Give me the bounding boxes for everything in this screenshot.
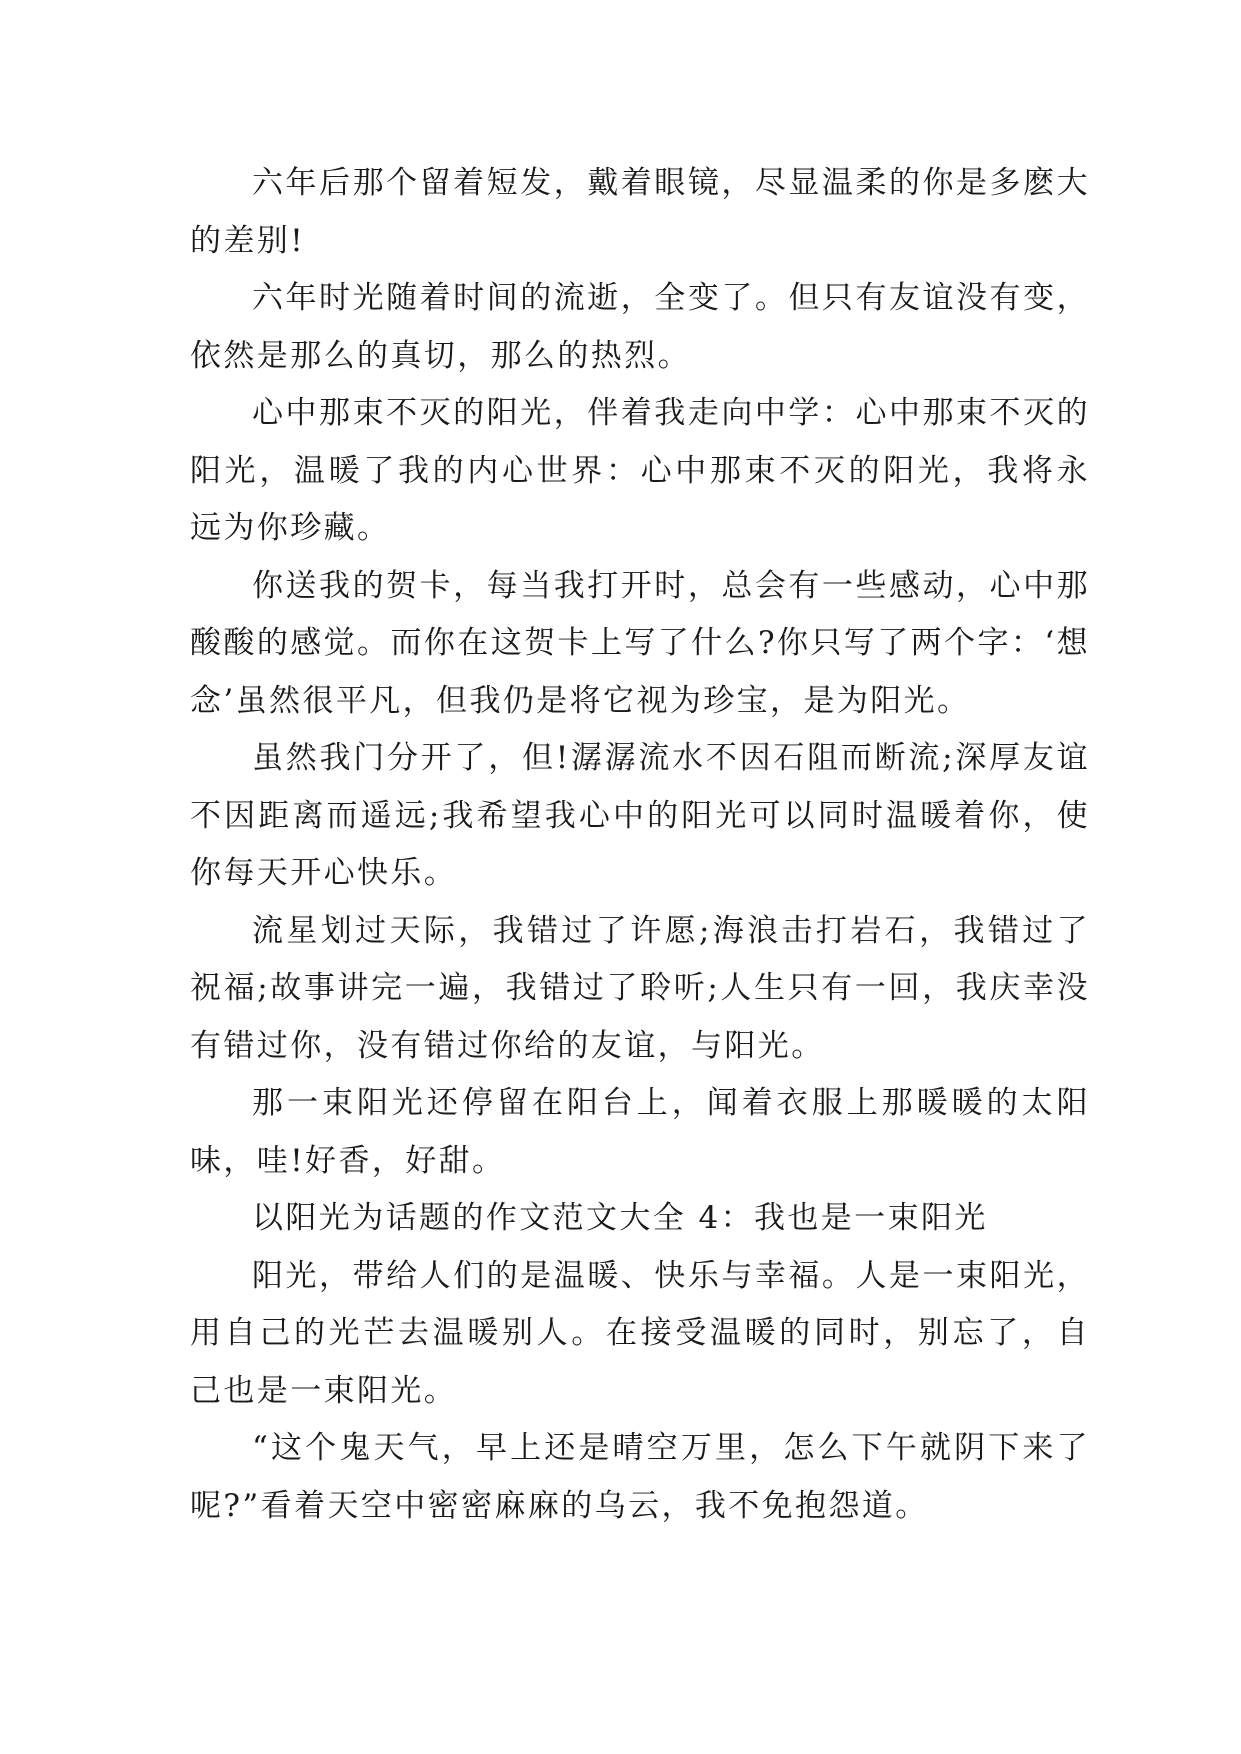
paragraph: 阳光，带给人们的是温暖、快乐与幸福。人是一束阳光，用自己的光芒去温暖别人。在接受温暖的同时，别忘了，自己也是一束阳光。 [190,1257,1090,1409]
paragraph: 那一束阳光还停留在阳台上，闻着衣服上那暖暖的太阳味，哇!好香，好甜。 [190,1085,1090,1179]
paragraph: 六年后那个留着短发，戴着眼镜，尽显温柔的你是多麽大的差别! [190,165,1090,259]
paragraph: 流星划过天际，我错过了许愿;海浪击打岩石，我错过了祝福;故事讲完一遍，我错过了聆听;人生只有一回，我庆幸没有错过你，没有错过你给的友谊，与阳光。 [190,912,1090,1064]
paragraph: 六年时光随着时间的流逝，全变了。但只有友谊没有变，依然是那么的真切，那么的热烈。 [190,280,1090,374]
document-page [190,155,1090,1535]
section-heading: 以阳光为话题的作文范文大全 4：我也是一束阳光 [252,1200,988,1236]
paragraph: “这个鬼天气，早上还是晴空万里，怎么下午就阴下来了呢?”看着天空中密密麻麻的乌云，我不免抱怨道。 [190,1430,1090,1524]
paragraph: 心中那束不灭的阳光，伴着我走向中学：心中那束不灭的阳光，温暖了我的内心世界：心中那束不灭的阳光，我将永远为你珍藏。 [190,395,1090,546]
paragraph: 虽然我门分开了，但!潺潺流水不因石阻而断流;深厚友谊不因距离而遥远;我希望我心中的阳光可以同时温暖着你，使你每天开心快乐。 [190,740,1090,891]
paragraph: 你送我的贺卡，每当我打开时，总会有一些感动，心中那酸酸的感觉。而你在这贺卡上写了什么?你只写了两个字：‘想念’虽然很平凡，但我仍是将它视为珍宝，是为阳光。 [190,567,1090,719]
